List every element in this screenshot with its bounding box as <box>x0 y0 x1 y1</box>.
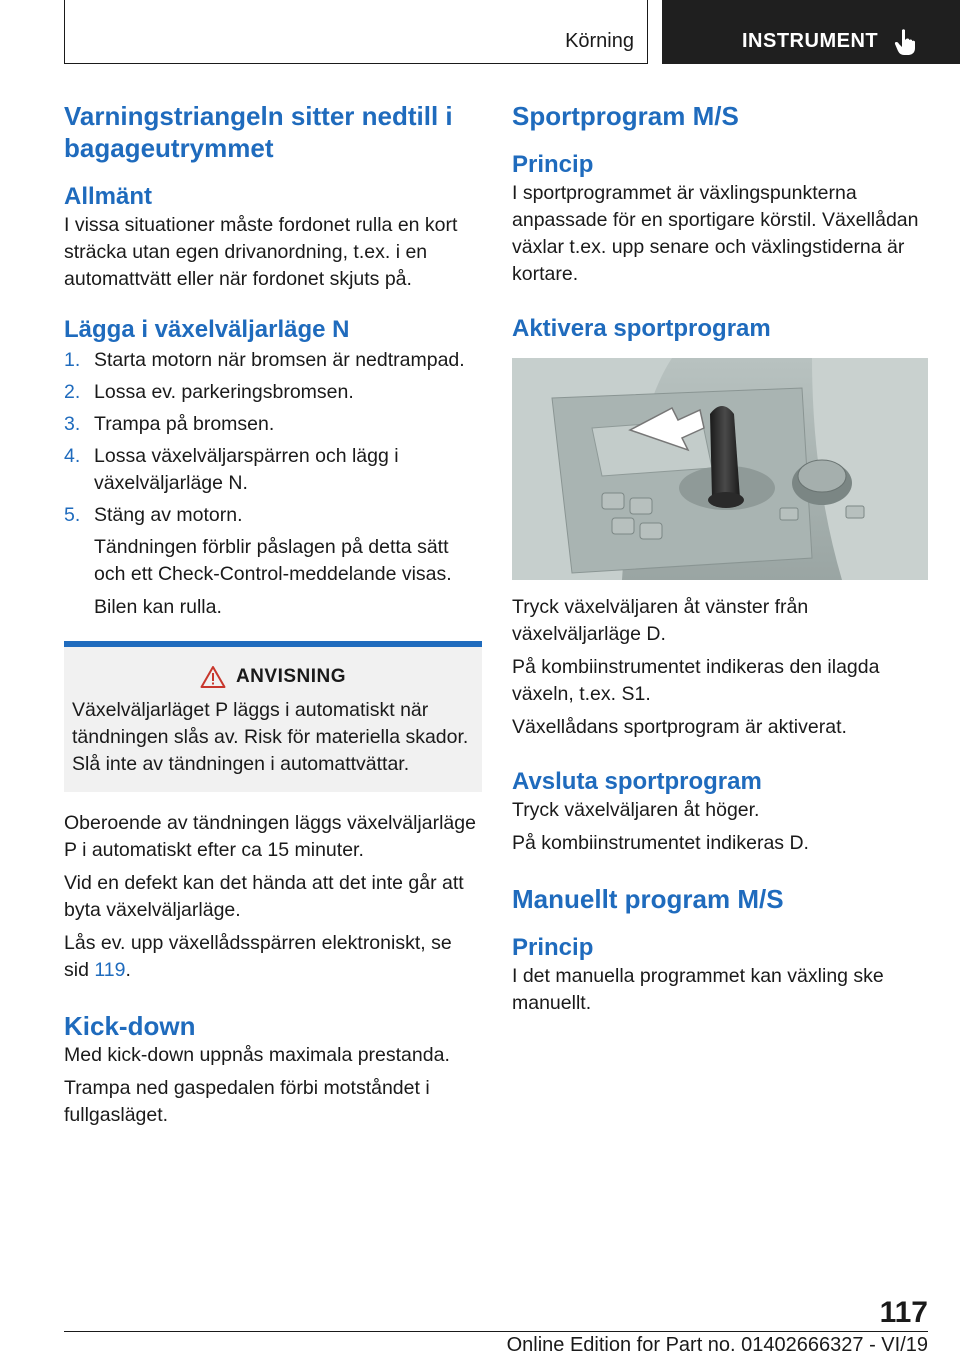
page-reference-link[interactable]: 119 <box>94 959 126 981</box>
notice-header <box>72 665 474 689</box>
kickdown-paragraph-2: Trampa ned gaspedalen förbi motståndet i fullgasläget. <box>64 1077 430 1126</box>
header-chapter-tab <box>662 0 960 64</box>
heading-principle: Princip <box>512 151 594 178</box>
heading-kickdown: Kick-down <box>64 1011 196 1041</box>
footer-edition: Online Edition for Part no. 01402666327 - VI/19 <box>506 1334 928 1356</box>
list-item <box>64 502 482 529</box>
heading-neutral: Lägga i växelväljarläge N <box>64 316 350 343</box>
step-number: 2. <box>64 381 81 403</box>
page-number: 117 <box>879 1296 928 1329</box>
step-text: Stäng av motorn. <box>94 504 243 526</box>
gear-selector-photo <box>512 358 928 580</box>
activate-paragraph-1: Tryck växelväljaren åt vänster från växelväljarläge D. <box>512 596 809 645</box>
pointing-hand-icon <box>894 28 918 56</box>
step5-note-1: Tändningen förblir påslagen på detta sätt och ett Check-Control-meddelande visas. <box>94 536 452 585</box>
manual-paragraph: I det manuella programmet kan växling ske manuellt. <box>512 965 884 1014</box>
step-number: 3. <box>64 413 81 435</box>
step-number: 5. <box>64 504 81 526</box>
end-paragraph-2: På kombiinstrumentet indikeras D. <box>512 832 809 854</box>
step-number: 4. <box>64 445 81 467</box>
step-text: Lossa ev. parkeringsbromsen. <box>94 381 354 403</box>
neutral-steps-list <box>64 347 482 529</box>
heading-sport-program: Sportprogram M/S <box>512 101 739 131</box>
list-item <box>64 347 482 374</box>
notice-title: ANVISNING <box>235 666 347 687</box>
warning-triangle-icon <box>200 665 226 689</box>
list-item <box>64 443 482 497</box>
heading-warning-triangle: Varningstriangeln sitter nedtill i bagageutrymmet <box>64 101 453 163</box>
header-chapter-label: INSTRUMENT <box>742 30 879 52</box>
list-item <box>64 411 482 438</box>
heading-manual-program: Manuellt program M/S <box>512 884 784 914</box>
step-number: 1. <box>64 349 81 371</box>
step5-note-2: Bilen kan rulla. <box>94 596 222 618</box>
step-text: Trampa på bromsen. <box>94 413 275 435</box>
heading-activate-sport: Aktivera sportprogram <box>512 315 771 342</box>
after-note-paragraph-2: Vid en defekt kan det hända att det inte går att byta växelväljarläge. <box>64 872 464 921</box>
list-item <box>64 379 482 406</box>
step-text: Starta motorn när bromsen är nedtrampad. <box>94 349 465 371</box>
end-paragraph-1: Tryck växelväljaren åt höger. <box>512 799 760 821</box>
kickdown-paragraph-1: Med kick-down uppnås maximala prestanda. <box>64 1044 450 1066</box>
step-text: Lossa växelväljarspärren och lägg i växelväljarläge N. <box>94 445 399 494</box>
notice-text: Växelväljarläget P läggs i automatiskt när tändningen slås av. Risk för materiella skador. Slå inte av tändningen i automattvättar. <box>72 699 469 775</box>
right-column <box>512 100 928 1017</box>
heading-general: Allmänt <box>64 183 153 210</box>
after-note-text: Lås ev. upp växellådsspärren elektroniskt, se sid <box>64 932 452 981</box>
general-paragraph: I vissa situationer måste fordonet rulla en kort sträcka utan egen drivanordning, t.ex. i en automattvätt eller när fordonet skjuts på. <box>64 214 458 290</box>
after-note-paragraph-3 <box>64 930 482 984</box>
footer-divider <box>64 1331 928 1332</box>
after-note-paragraph-1: Oberoende av tändningen läggs växelväljarläge P i automatiskt efter ca 15 minuter. <box>64 812 476 861</box>
header-section-tab <box>64 0 648 64</box>
activate-paragraph-2: På kombiinstrumentet indikeras den ilagda växeln, t.ex. S1. <box>512 656 880 705</box>
after-note-period: . <box>125 959 131 981</box>
heading-end-sport: Avsluta sportprogram <box>512 768 762 795</box>
left-column <box>64 100 482 1129</box>
heading-manual-principle: Princip <box>512 934 594 961</box>
principle-paragraph: I sportprogrammet är växlingspunkterna anpassade för en sportigare körstil. Växellådan växlar t.ex. upp senare och växlingstiderna är kortare. <box>512 182 919 285</box>
activate-paragraph-3: Växellådans sportprogram är aktiverat. <box>512 716 847 738</box>
notice-box <box>64 641 482 792</box>
header-section-label: Körning <box>565 30 634 52</box>
